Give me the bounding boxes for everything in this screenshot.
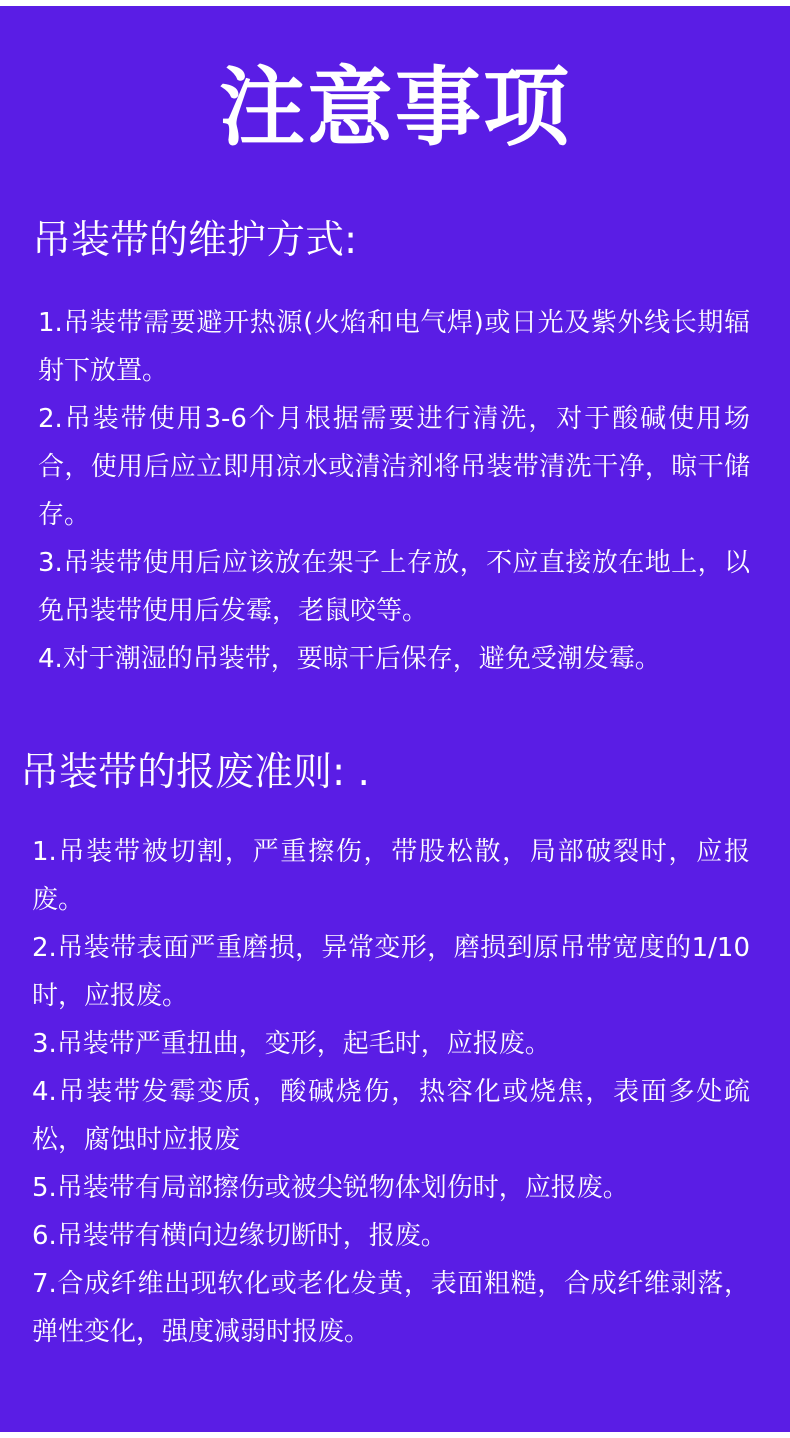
maintenance-list	[38, 299, 750, 683]
scrap-criteria-item: 5.吊装带有局部擦伤或被尖锐物体划伤时，应报废。	[32, 1173, 629, 1203]
maintenance-heading: 吊装带的维护方式:	[32, 218, 358, 263]
maintenance-item: 1.吊装带需要避开热源(火焰和电气焊)或日光及紫外线长期辐射下放置。	[38, 308, 750, 386]
maintenance-item: 2.吊装带使用3-6个月根据需要进行清洗，对于酸碱使用场合，使用后应立即用凉水或清洁剂将吊装带清洗干净，晾干储存。	[38, 404, 750, 530]
scrap-criteria-item: 1.吊装带被切割，严重擦伤，带股松散，局部破裂时，应报废。	[32, 837, 750, 915]
notice-panel	[0, 6, 790, 1432]
scrap-criteria-item: 7.合成纤维出现软化或老化发黄，表面粗糙，合成纤维剥落，弹性变化，强度减弱时报废。	[32, 1269, 750, 1347]
maintenance-item: 3.吊装带使用后应该放在架子上存放，不应直接放在地上，以免吊装带使用后发霉，老鼠咬等。	[38, 548, 750, 626]
scrap-criteria-list	[32, 828, 750, 1356]
scrap-criteria-item: 2.吊装带表面严重磨损，异常变形，磨损到原吊带宽度的1/10时，应报废。	[32, 933, 750, 1011]
scrap-criteria-item: 6.吊装带有横向边缘切断时，报废。	[32, 1221, 447, 1251]
page-title: 注意事项	[219, 58, 571, 158]
maintenance-item: 4.对于潮湿的吊装带，要晾干后保存，避免受潮发霉。	[38, 644, 661, 674]
scrap-criteria-heading: 吊装带的报废准则: .	[20, 750, 370, 795]
scrap-criteria-item: 4.吊装带发霉变质，酸碱烧伤，热容化或烧焦，表面多处疏松，腐蚀时应报废	[32, 1077, 750, 1155]
scrap-criteria-item: 3.吊装带严重扭曲，变形，起毛时，应报废。	[32, 1029, 551, 1059]
